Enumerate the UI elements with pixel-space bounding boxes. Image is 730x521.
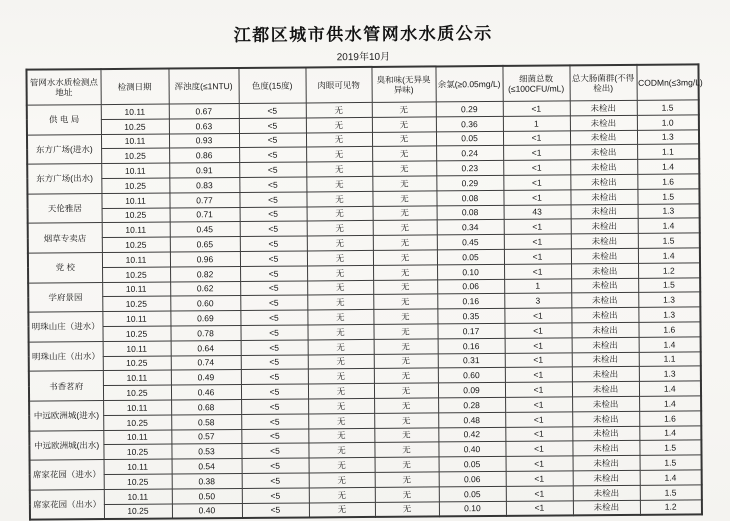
cell-color: <5 (242, 488, 309, 503)
column-header-turbidity: 浑浊度(≤1NTU) (168, 68, 238, 104)
cell-bacteria: <1 (503, 160, 570, 175)
cell-color: <5 (240, 295, 307, 310)
cell-turbidity: 0.77 (169, 192, 239, 207)
cell-codmn: 1.4 (639, 396, 701, 411)
cell-coliform: 未检出 (573, 455, 640, 470)
cell-bacteria: <1 (503, 101, 570, 116)
cell-bacteria: <1 (504, 308, 571, 323)
cell-color: <5 (241, 354, 308, 369)
cell-color: <5 (239, 177, 306, 192)
cell-odor: 无 (373, 206, 437, 221)
location-name: 天伦雅居 (27, 193, 101, 223)
cell-chlorine: 0.34 (437, 220, 504, 235)
cell-chlorine: 0.23 (436, 161, 503, 176)
cell-chlorine: 0.17 (437, 323, 504, 338)
cell-date: 10.25 (104, 474, 172, 489)
cell-coliform: 未检出 (572, 367, 639, 382)
cell-visible: 无 (306, 117, 372, 132)
column-header-color: 色度(15度) (238, 67, 305, 103)
cell-date: 10.25 (102, 208, 170, 223)
cell-visible: 无 (308, 339, 374, 354)
location-name: 明珠山庄（出水） (29, 341, 103, 371)
cell-odor: 无 (372, 102, 436, 117)
cell-coliform: 未检出 (572, 352, 639, 367)
cell-chlorine: 0.06 (437, 279, 504, 294)
page-title: 江都区城市供水管网水水质公示 (233, 23, 493, 46)
cell-codmn: 1.6 (638, 322, 700, 337)
cell-chlorine: 0.10 (439, 501, 506, 517)
cell-color: <5 (241, 443, 308, 458)
cell-date: 10.11 (102, 282, 170, 297)
cell-bacteria: <1 (505, 412, 572, 427)
cell-date: 10.11 (102, 222, 170, 237)
cell-codmn: 1.1 (639, 351, 701, 366)
cell-turbidity: 0.68 (171, 399, 241, 414)
cell-turbidity: 0.82 (170, 266, 240, 281)
location-name: 中远欧洲城(进水) (29, 400, 103, 430)
cell-color: <5 (240, 281, 307, 296)
cell-date: 10.25 (103, 385, 171, 400)
cell-odor: 无 (372, 146, 436, 161)
cell-color: <5 (242, 473, 309, 488)
document-body (25, 5, 705, 521)
cell-turbidity: 0.93 (169, 133, 239, 148)
cell-color: <5 (241, 399, 308, 414)
cell-chlorine: 0.05 (436, 131, 503, 146)
cell-date: 10.11 (102, 252, 170, 267)
cell-codmn: 1.4 (640, 470, 702, 485)
cell-turbidity: 0.49 (171, 370, 241, 385)
cell-color: <5 (239, 192, 306, 207)
cell-date: 10.11 (104, 459, 172, 474)
cell-odor: 无 (374, 383, 438, 398)
cell-coliform: 未检出 (570, 160, 637, 175)
cell-codmn: 1.3 (637, 129, 699, 144)
cell-odor: 无 (373, 279, 437, 294)
cell-visible: 无 (307, 280, 373, 295)
cell-codmn: 1.5 (640, 455, 702, 470)
cell-odor: 无 (373, 235, 437, 250)
cell-chlorine: 0.42 (438, 427, 505, 442)
cell-odor: 无 (373, 309, 437, 324)
cell-visible: 无 (309, 472, 375, 487)
cell-odor: 无 (375, 501, 439, 517)
cell-coliform: 未检出 (571, 322, 638, 337)
cell-coliform: 未检出 (571, 278, 638, 293)
cell-codmn: 1.4 (638, 248, 700, 263)
cell-turbidity: 0.40 (172, 503, 242, 519)
cell-coliform: 未检出 (573, 500, 640, 516)
cell-visible: 无 (308, 413, 374, 428)
cell-visible: 无 (306, 102, 372, 117)
cell-date: 10.25 (101, 148, 169, 163)
cell-turbidity: 0.64 (171, 340, 241, 355)
cell-odor: 无 (372, 176, 436, 191)
cell-bacteria: <1 (505, 441, 572, 456)
cell-turbidity: 0.65 (170, 237, 240, 252)
cell-bacteria: <1 (504, 234, 571, 249)
cell-date: 10.25 (101, 178, 169, 193)
cell-coliform: 未检出 (570, 174, 637, 189)
cell-chlorine: 0.10 (437, 264, 504, 279)
cell-bacteria: <1 (503, 175, 570, 190)
cell-chlorine: 0.05 (439, 457, 506, 472)
cell-coliform: 未检出 (571, 263, 638, 278)
cell-turbidity: 0.83 (169, 177, 239, 192)
cell-chlorine: 0.05 (437, 249, 504, 264)
cell-chlorine: 0.16 (438, 338, 505, 353)
cell-odor: 无 (372, 117, 436, 132)
cell-codmn: 1.6 (639, 411, 701, 426)
cell-date: 10.25 (102, 267, 170, 282)
cell-chlorine: 0.08 (436, 190, 503, 205)
cell-date: 10.11 (102, 311, 170, 326)
cell-chlorine: 0.24 (436, 146, 503, 161)
cell-color: <5 (240, 310, 307, 325)
location-name: 席家花园（出水） (30, 489, 104, 520)
cell-odor: 无 (374, 413, 438, 428)
cell-bacteria: <1 (506, 471, 573, 486)
cell-turbidity: 0.91 (169, 163, 239, 178)
cell-visible: 无 (308, 398, 374, 413)
column-header-odor: 臭和味(无异臭异味) (371, 66, 435, 102)
water-quality-table (25, 63, 703, 521)
cell-date: 10.25 (102, 237, 170, 252)
cell-turbidity: 0.62 (170, 281, 240, 296)
cell-odor: 无 (372, 161, 436, 176)
cell-date: 10.25 (103, 356, 171, 371)
cell-color: <5 (241, 428, 308, 443)
cell-bacteria: <1 (504, 323, 571, 338)
cell-bacteria: <1 (505, 382, 572, 397)
location-name: 党 校 (28, 253, 102, 283)
cell-coliform: 未检出 (571, 219, 638, 234)
location-name: 东方广场(出水) (27, 164, 101, 194)
cell-color: <5 (240, 266, 307, 281)
cell-codmn: 1.5 (638, 277, 700, 292)
cell-color: <5 (240, 236, 307, 251)
cell-color: <5 (239, 147, 306, 162)
cell-date: 10.11 (103, 430, 171, 445)
cell-turbidity: 0.71 (170, 207, 240, 222)
cell-date: 10.25 (102, 296, 170, 311)
cell-codmn: 1.3 (639, 366, 701, 381)
cell-chlorine: 0.16 (437, 294, 504, 309)
cell-color: <5 (240, 325, 307, 340)
cell-visible: 无 (308, 369, 374, 384)
column-header-date: 检测日期 (100, 69, 168, 105)
cell-visible: 无 (306, 176, 372, 191)
cell-color: <5 (239, 118, 306, 133)
cell-bacteria: <1 (505, 397, 572, 412)
cell-color: <5 (240, 207, 307, 222)
cell-color: <5 (241, 414, 308, 429)
cell-color: <5 (240, 251, 307, 266)
location-name: 供 电 局 (27, 105, 101, 135)
cell-color: <5 (241, 384, 308, 399)
cell-chlorine: 0.36 (436, 116, 503, 131)
cell-visible: 无 (306, 147, 372, 162)
cell-chlorine: 0.60 (438, 368, 505, 383)
cell-date: 10.25 (101, 119, 169, 134)
cell-turbidity: 0.38 (172, 473, 242, 488)
cell-date: 10.11 (101, 163, 169, 178)
cell-turbidity: 0.46 (171, 385, 241, 400)
cell-coliform: 未检出 (572, 441, 639, 456)
cell-bacteria: <1 (505, 367, 572, 382)
cell-odor: 无 (375, 472, 439, 487)
cell-color: <5 (241, 369, 308, 384)
cell-color: <5 (242, 458, 309, 473)
cell-odor: 无 (373, 250, 437, 265)
cell-codmn: 1.3 (638, 292, 700, 307)
cell-codmn: 1.4 (639, 337, 701, 352)
cell-bacteria: <1 (505, 426, 572, 441)
cell-codmn: 1.6 (637, 174, 699, 189)
cell-bacteria: 1 (503, 116, 570, 131)
cell-date: 10.11 (103, 370, 171, 385)
cell-odor: 无 (374, 398, 438, 413)
cell-codmn: 1.3 (638, 307, 700, 322)
cell-visible: 无 (307, 250, 373, 265)
cell-codmn: 1.5 (639, 440, 701, 455)
location-name: 书香茗府 (29, 371, 103, 401)
cell-odor: 无 (372, 132, 436, 147)
location-name: 明珠山庄（进水） (28, 312, 102, 342)
cell-chlorine: 0.31 (438, 353, 505, 368)
cell-chlorine: 0.40 (438, 442, 505, 457)
cell-chlorine: 0.35 (437, 309, 504, 324)
cell-date: 10.11 (101, 134, 169, 149)
cell-odor: 无 (374, 339, 438, 354)
cell-turbidity: 0.96 (170, 251, 240, 266)
cell-coliform: 未检出 (570, 130, 637, 145)
cell-coliform: 未检出 (572, 396, 639, 411)
cell-bacteria: <1 (503, 190, 570, 205)
cell-codmn: 1.0 (637, 115, 699, 130)
cell-turbidity: 0.58 (171, 414, 241, 429)
cell-turbidity: 0.69 (170, 311, 240, 326)
cell-color: <5 (239, 162, 306, 177)
cell-visible: 无 (308, 443, 374, 458)
cell-turbidity: 0.50 (172, 488, 242, 503)
cell-bacteria: <1 (506, 500, 573, 516)
cell-bacteria: <1 (506, 456, 573, 471)
cell-codmn: 1.4 (639, 381, 701, 396)
cell-date: 10.11 (103, 400, 171, 415)
location-name: 中远欧洲城(出水) (29, 430, 103, 460)
cell-visible: 无 (306, 132, 372, 147)
cell-chlorine: 0.08 (437, 205, 504, 220)
cell-color: <5 (242, 502, 309, 518)
cell-coliform: 未检出 (570, 145, 637, 160)
cell-odor: 无 (374, 368, 438, 383)
cell-visible: 无 (307, 265, 373, 280)
cell-bacteria: 43 (504, 204, 571, 219)
cell-visible: 无 (307, 206, 373, 221)
cell-chlorine: 0.28 (438, 397, 505, 412)
cell-visible: 无 (309, 458, 375, 473)
cell-chlorine: 0.29 (436, 175, 503, 190)
cell-bacteria: <1 (505, 338, 572, 353)
cell-coliform: 未检出 (573, 485, 640, 500)
cell-visible: 无 (307, 221, 373, 236)
cell-codmn: 1.5 (640, 485, 702, 500)
cell-coliform: 未检出 (572, 337, 639, 352)
cell-coliform: 未检出 (571, 308, 638, 323)
column-header-codmn: CODMn(≤3mg/L) (636, 64, 698, 100)
cell-bacteria: <1 (504, 219, 571, 234)
cell-visible: 无 (308, 354, 374, 369)
cell-turbidity: 0.78 (170, 325, 240, 340)
cell-codmn: 1.4 (639, 425, 701, 440)
location-name: 学府景园 (28, 282, 102, 312)
column-header-bacteria: 细菌总数(≤100CFU/mL) (502, 65, 569, 101)
cell-coliform: 未检出 (573, 470, 640, 485)
cell-codmn: 1.4 (638, 218, 700, 233)
cell-bacteria: <1 (504, 249, 571, 264)
cell-codmn: 1.5 (637, 189, 699, 204)
cell-bacteria: <1 (503, 145, 570, 160)
cell-date: 10.25 (102, 326, 170, 341)
cell-coliform: 未检出 (570, 100, 637, 115)
cell-date: 10.11 (101, 193, 169, 208)
cell-codmn: 1.3 (638, 203, 700, 218)
cell-date: 10.25 (103, 444, 171, 459)
cell-turbidity: 0.63 (169, 118, 239, 133)
cell-odor: 无 (374, 353, 438, 368)
location-name: 席家花园（进水） (30, 460, 104, 490)
cell-date: 10.11 (104, 489, 172, 504)
cell-coliform: 未检出 (570, 115, 637, 130)
column-header-visible: 肉眼可见物 (305, 67, 371, 103)
cell-visible: 无 (306, 191, 372, 206)
cell-turbidity: 0.45 (170, 222, 240, 237)
cell-visible: 无 (307, 324, 373, 339)
cell-chlorine: 0.48 (438, 412, 505, 427)
cell-date: 10.11 (101, 104, 169, 119)
cell-coliform: 未检出 (571, 293, 638, 308)
cell-odor: 无 (374, 427, 438, 442)
cell-coliform: 未检出 (572, 411, 639, 426)
cell-turbidity: 0.57 (171, 429, 241, 444)
cell-codmn: 1.4 (637, 159, 699, 174)
cell-odor: 无 (372, 191, 436, 206)
cell-chlorine: 0.09 (438, 383, 505, 398)
cell-bacteria: <1 (504, 264, 571, 279)
cell-codmn: 1.5 (638, 233, 700, 248)
cell-chlorine: 0.29 (436, 101, 503, 116)
cell-date: 10.25 (103, 415, 171, 430)
cell-turbidity: 0.67 (169, 103, 239, 118)
location-name: 烟草专卖店 (28, 223, 102, 253)
cell-date: 10.11 (103, 341, 171, 356)
cell-coliform: 未检出 (571, 234, 638, 249)
column-header-coliform: 总大肠菌群(不得检出) (569, 65, 636, 101)
location-name: 东方广场(进水) (27, 134, 101, 164)
cell-coliform: 未检出 (571, 204, 638, 219)
cell-bacteria: <1 (506, 486, 573, 501)
cell-bacteria: 1 (504, 278, 571, 293)
cell-visible: 无 (309, 502, 375, 518)
cell-codmn: 1.1 (637, 144, 699, 159)
cell-bacteria: 3 (504, 293, 571, 308)
cell-chlorine: 0.06 (439, 471, 506, 486)
column-header-address: 管网水水质检测点地址 (26, 69, 100, 105)
cell-visible: 无 (307, 236, 373, 251)
cell-visible: 无 (306, 162, 372, 177)
cell-turbidity: 0.86 (169, 148, 239, 163)
cell-odor: 无 (373, 220, 437, 235)
cell-odor: 无 (373, 324, 437, 339)
cell-odor: 无 (375, 487, 439, 502)
cell-odor: 无 (373, 265, 437, 280)
cell-coliform: 未检出 (572, 426, 639, 441)
page-subtitle: 2019年10月 (336, 51, 391, 64)
cell-color: <5 (239, 103, 306, 118)
cell-chlorine: 0.05 (439, 486, 506, 501)
cell-turbidity: 0.53 (171, 444, 241, 459)
cell-odor: 无 (375, 457, 439, 472)
cell-codmn: 1.2 (638, 263, 700, 278)
cell-date: 10.25 (104, 504, 172, 520)
cell-turbidity: 0.74 (171, 355, 241, 370)
cell-visible: 无 (307, 310, 373, 325)
cell-chlorine: 0.45 (437, 235, 504, 250)
cell-odor: 无 (373, 294, 437, 309)
cell-turbidity: 0.54 (172, 459, 242, 474)
cell-bacteria: <1 (503, 130, 570, 145)
cell-coliform: 未检出 (572, 381, 639, 396)
cell-coliform: 未检出 (570, 189, 637, 204)
cell-bacteria: <1 (505, 352, 572, 367)
cell-visible: 无 (309, 487, 375, 502)
cell-codmn: 1.2 (640, 499, 702, 515)
cell-codmn: 1.5 (637, 100, 699, 115)
cell-coliform: 未检出 (571, 248, 638, 263)
table-header-row (26, 64, 698, 105)
cell-odor: 无 (374, 442, 438, 457)
cell-visible: 无 (307, 295, 373, 310)
cell-turbidity: 0.60 (170, 296, 240, 311)
cell-color: <5 (241, 340, 308, 355)
cell-visible: 无 (308, 384, 374, 399)
cell-color: <5 (240, 221, 307, 236)
cell-visible: 无 (308, 428, 374, 443)
column-header-chlorine: 余氯(≥0.05mg/L) (435, 66, 502, 102)
cell-color: <5 (239, 133, 306, 148)
